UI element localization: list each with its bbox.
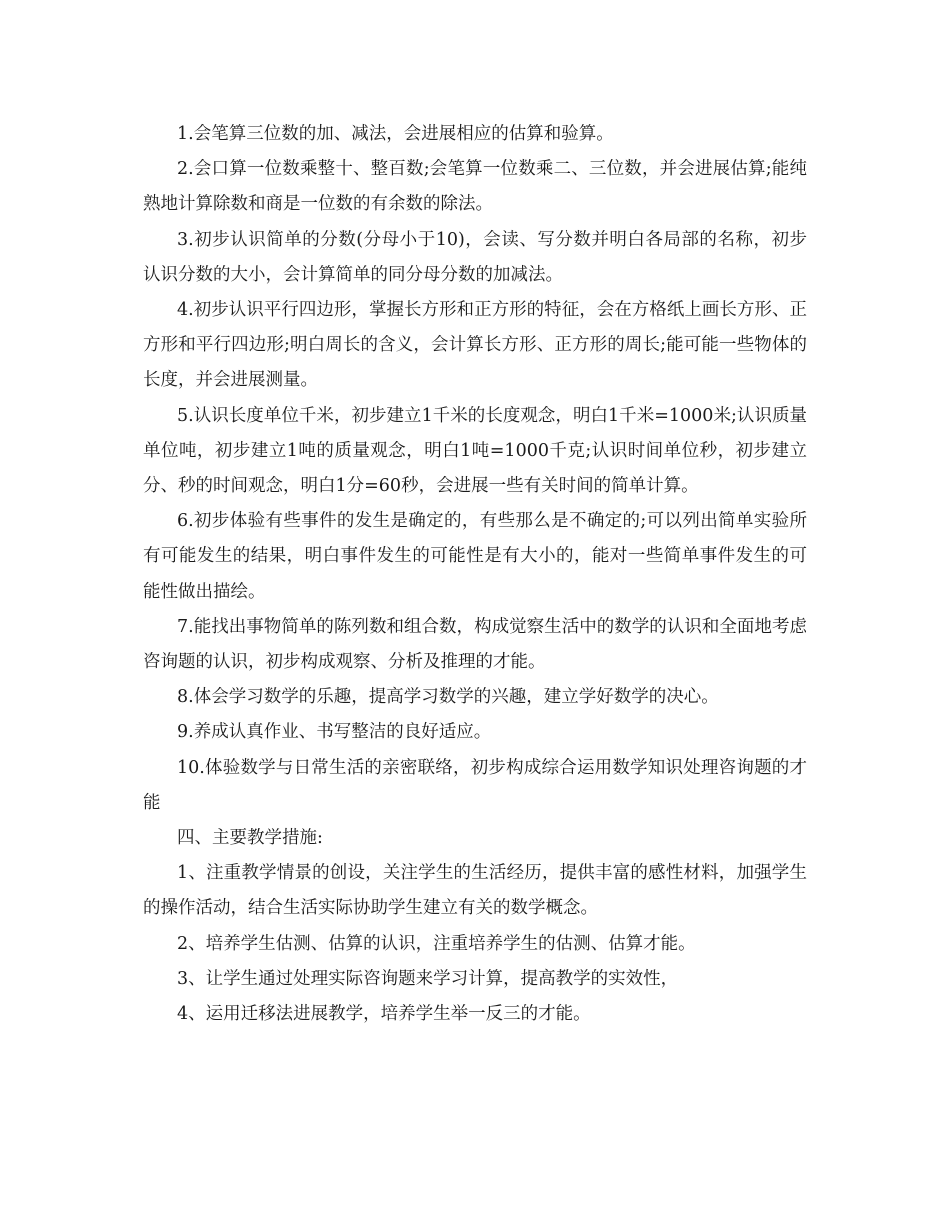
measure-3: 3、让学生通过处理实际咨询题来学习计算，提高教学的实效性， [177, 968, 679, 989]
objective-9: 9.养成认真作业、书写整洁的良好适应。 [177, 722, 492, 743]
objective-2: 2.会口算一位数乘整十、整百数;会笔算一位数乘二、三位数，并会进展估算;能纯熟地计算除数和商是一位数的有余数的除法。 [143, 159, 807, 215]
section-heading: 四、主要教学措施: [177, 828, 323, 849]
measure-2: 2、培养学生估测、估算的认识，注重培养学生的估测、估算才能。 [177, 933, 696, 954]
objective-3: 3.初步认识简单的分数(分母小于10)，会读、写分数并明白各局部的名称，初步认识分数的大小，会计算简单的同分母分数的加减法。 [143, 229, 807, 285]
objective-7: 7.能找出事物简单的陈列数和组合数，构成觉察生活中的数学的认识和全面地考虑咨询题的认识，初步构成观察、分析及推理的才能。 [143, 616, 807, 673]
objective-8: 8.体会学习数学的乐趣，提高学习数学的兴趣，建立学好数学的决心。 [177, 687, 719, 708]
objective-4: 4.初步认识平行四边形，掌握长方形和正方形的特征，会在方格纸上画长方形、正方形和平行四边形;明白周长的含义，会计算长方形、正方形的周长;能可能一些物体的长度，并会进展测量。 [143, 300, 807, 391]
document-body [143, 117, 807, 1032]
objective-6: 6.初步体验有些事件的发生是确定的，有些那么是不确定的;可以列出简单实验所有可能发生的结果，明白事件发生的可能性是有大小的，能对一些简单事件发生的可能性做出描绘。 [143, 511, 807, 602]
objective-5: 5.认识长度单位千米，初步建立1千米的长度观念，明白1千米=1000米;认识质量单位吨，初步建立1吨的质量观念，明白1吨=1000千克;认识时间单位秒，初步建立分、秒的时间观念，明白1分=60秒，会进展一些有关时间的简单计算。 [143, 405, 807, 497]
objective-1: 1.会笔算三位数的加、减法，会进展相应的估算和验算。 [177, 124, 614, 144]
measure-1: 1、注重教学情景的创设，关注学生的生活经历，提供丰富的感性材料，加强学生的操作活动，结合生活实际协助学生建立有关的数学概念。 [143, 863, 807, 919]
measure-4: 4、运用迁移法进展教学，培养学生举一反三的才能。 [177, 1004, 591, 1025]
objective-10: 10.体验数学与日常生活的亲密联络，初步构成综合运用数学知识处理咨询题的才能 [143, 757, 807, 813]
